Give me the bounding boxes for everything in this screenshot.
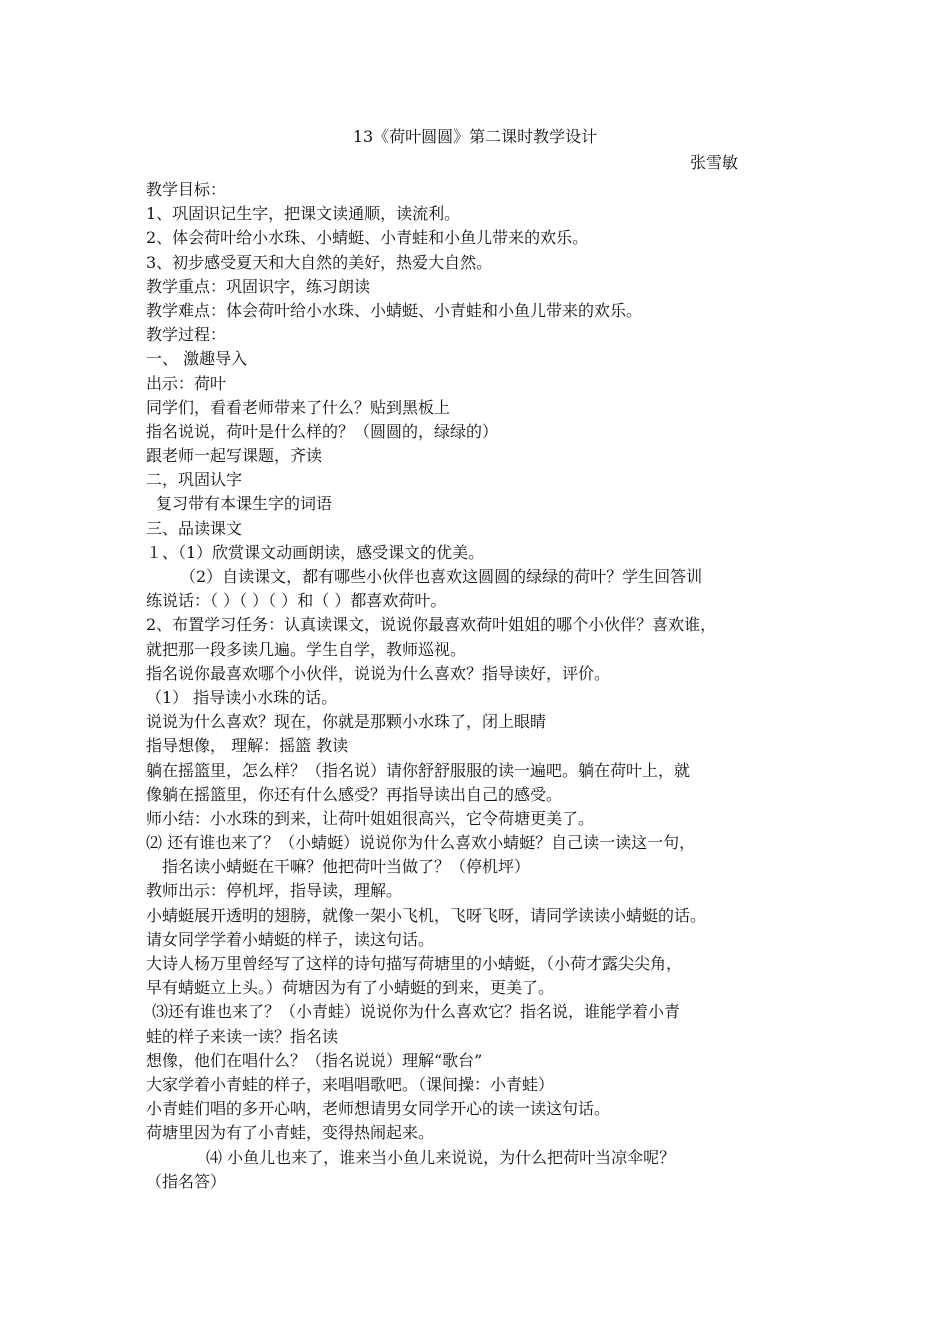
text-line: 跟老师一起写课题，齐读 <box>146 446 323 466</box>
text-line: 教学重点：巩固识字，练习朗读 <box>146 276 371 296</box>
text-line: 大家学着小青蛙的样子，来唱唱歌吧。（课间操：小青蛙） <box>146 1074 555 1094</box>
text-line: 小青蛙们唱的多开心呐，老师想请男女同学开心的读一读这句话。 <box>146 1099 611 1119</box>
text-line: 练说话：（ ）（ ）（ ）和（ ）都喜欢荷叶。 <box>146 591 447 611</box>
text-line: 大诗人杨万里曾经写了这样的诗句描写荷塘里的小蜻蜓，（小荷才露尖尖角， <box>146 954 683 973</box>
text-line: ⑵ 还有谁也来了？（小蜻蜓）说说你为什么喜欢小蜻蜓？自己读一读这一句， <box>146 833 696 853</box>
text-line: 一、 激趣导入 <box>146 349 248 369</box>
text-line: 指名读小蜻蜓在干嘛？他把荷叶当做了？（停机坪） <box>162 857 531 877</box>
text-line: 教学过程： <box>146 325 227 345</box>
text-line: 蛙的样子来读一读？指名读 <box>146 1026 339 1046</box>
text-line: 请女同学学着小蜻蜓的样子，读这句话。 <box>146 929 435 949</box>
text-line: （2）自读课文，都有哪些小伙伴也喜欢这圆圆的绿绿的荷叶？学生回答训 <box>180 567 703 586</box>
document-title: 13《荷叶圆圆》第二课时教学设计 <box>352 127 598 146</box>
text-line: 就把那一段多读几遍。学生自学，教师巡视。 <box>146 639 467 659</box>
text-line: 躺在摇篮里，怎么样？（指名说）请你舒舒服服的读一遍吧。躺在荷叶上，就 <box>146 760 691 780</box>
text-line: 师小结：小水珠的到来，让荷叶姐姐很高兴，它令荷塘更美了。 <box>146 808 595 828</box>
text-line: 指名说说，荷叶是什么样的？（圆圆的，绿绿的） <box>146 421 499 441</box>
text-line: ⑶还有谁也来了？（小青蛙）说说你为什么喜欢它？指名说，谁能学着小青 <box>152 1002 681 1022</box>
text-line: 小蜻蜓展开透明的翅膀，就像一架小飞机，飞呀飞呀，请同学读读小蜻蜓的话。 <box>146 905 707 925</box>
text-line: 2、体会荷叶给小水珠、小蜻蜓、小青蛙和小鱼儿带来的欢乐。 <box>146 228 589 248</box>
text-line: 2、布置学习任务：认真读课文，说说你最喜欢荷叶姐姐的哪个小伙伴？喜欢谁， <box>146 615 717 635</box>
document-body <box>146 178 826 1194</box>
text-line: 荷塘里因为有了小青蛙，变得热闹起来。 <box>146 1123 435 1143</box>
text-line: 早有蜻蜓立上头。）荷塘因为有了小蜻蜓的到来，更美了。 <box>146 978 555 998</box>
text-line: 教师出示：停机坪，指导读，理解。 <box>146 881 403 901</box>
author-name: 张雪敏 <box>690 153 739 172</box>
text-line: 教学难点：体会荷叶给小水珠、小蜻蜓、小青蛙和小鱼儿带来的欢乐。 <box>146 300 643 320</box>
text-line: ⑷ 小鱼儿也来了，谁来当小鱼儿来说说，为什么把荷叶当凉伞呢？ <box>206 1147 676 1167</box>
text-line: 三、品读课文 <box>146 518 243 538</box>
text-line: １、（1）欣赏课文动画朗读，感受课文的优美。 <box>146 542 485 562</box>
text-line: 出示：荷叶 <box>146 373 227 393</box>
text-line: 同学们，看看老师带来了什么？贴到黑板上 <box>146 397 451 417</box>
text-line: 指导想像， 理解：摇篮 教读 <box>146 736 349 756</box>
text-line: 二，巩固认字 <box>146 470 243 490</box>
text-line: 1、巩固识记生字，把课文读通顺，读流利。 <box>146 204 461 224</box>
text-line: 复习带有本课生字的词语 <box>156 494 333 514</box>
text-line: （1） 指导读小水珠的话。 <box>146 687 338 707</box>
text-line: 想像，他们在唱什么？（指名说说）理解“歌台” <box>146 1050 483 1070</box>
text-line: （指名答） <box>146 1171 227 1191</box>
text-line: 教学目标： <box>146 180 227 199</box>
text-line: 指名说你最喜欢哪个小伙伴，说说为什么喜欢？指导读好，评价。 <box>146 663 611 683</box>
text-line: 3、初步感受夏天和大自然的美好，热爱大自然。 <box>146 252 493 272</box>
text-line: 说说为什么喜欢？现在，你就是那颗小水珠了，闭上眼睛 <box>146 712 547 732</box>
text-line: 像躺在摇篮里，你还有什么感受？再指导读出自己的感受。 <box>146 784 563 804</box>
